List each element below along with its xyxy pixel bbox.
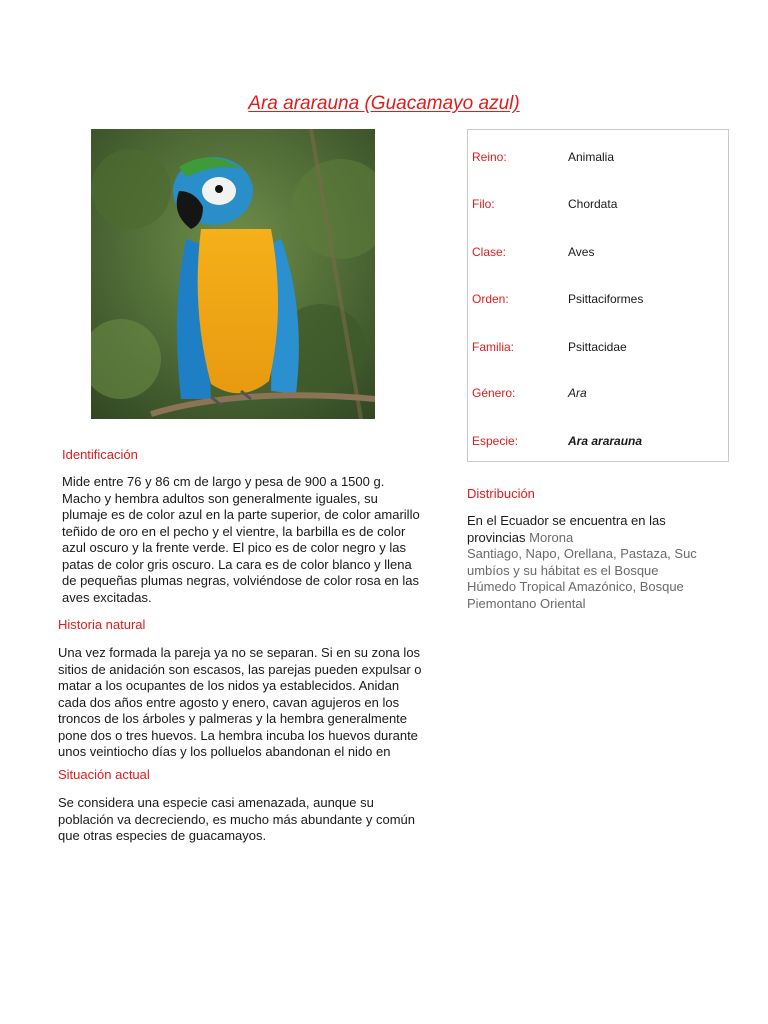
taxonomy-value: Animalia [568,150,615,164]
taxonomy-key: Especie: [472,434,519,448]
situacion-heading: Situación actual [58,767,150,782]
taxonomy-value: Ara ararauna [568,434,643,448]
taxonomy-key: Género: [472,386,516,400]
taxonomy-value: Psittacidae [568,340,627,354]
taxonomy-value: Psittaciformes [568,292,644,306]
distribucion-heading: Distribución [467,486,535,501]
taxonomy-key: Orden: [472,292,509,306]
distribucion-text [467,513,727,612]
taxonomy-table [467,129,729,462]
taxonomy-key: Familia: [472,340,515,354]
situacion-text: Se considera una especie casi amenazada, aunque su población va decreciendo, es mucho más abundante y común que otras especies de guacamayos. [58,795,415,843]
taxonomy-value: Aves [568,245,595,259]
identificacion-text: Mide entre 76 y 86 cm de largo y pesa de 900 a 1500 g. Macho y hembra adultos son generalmente iguales, su plumaje es de color azul en la parte superior, de color amarillo teñido de oro en el pecho y el vientre, la barbilla es de color azul oscuro y la frente verde. El pico es de color negro y las patas de color gris oscuro. La cara es de color blanco y llena de pequeñas plumas negras, volviéndose de color rosa en las aves excitadas. [62,474,420,605]
macaw-illustration [91,129,375,419]
historia-text: Una vez formada la pareja ya no se separan. Si en su zona los sitios de anidación son escasos, las parejas pueden expulsar o matar a los ocupantes de los nidos ya establecidos. Anidan cada dos años entre agosto y enero, cavan agujeros en los troncos de los árboles y palmeras y la hembra generalmente pone dos o tres huevos. La hembra incuba los huevos durante unos veintiocho días y los polluelos abandonan el nido en [58,645,422,759]
taxonomy-key: Clase: [472,245,507,259]
taxonomy-key: Reino: [472,150,507,164]
macaw-photo [91,129,375,419]
distribucion-text-main: En el Ecuador se encuentra en las provincias [467,513,666,545]
page-title: Ara ararauna (Guacamayo azul) [248,93,520,114]
taxonomy-key: Filo: [472,197,495,211]
distribucion-provinces: Morona Santiago, Napo, Orellana, Pastaza, Suc umbíos y su hábitat es el Bosque Húmedo Tropical Amazónico, Bosque Piemontano Oriental [467,529,697,611]
taxonomy-value: Ara [568,386,587,400]
identificacion-heading: Identificación [62,447,138,462]
taxonomy-value: Chordata [568,197,618,211]
historia-heading: Historia natural [58,617,146,632]
